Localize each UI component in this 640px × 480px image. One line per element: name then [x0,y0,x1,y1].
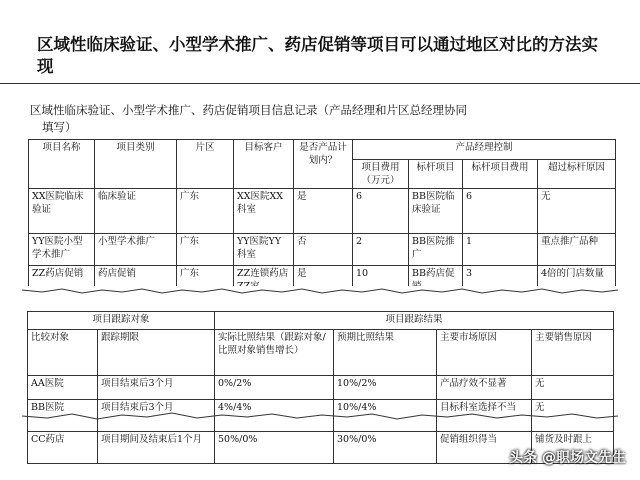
cell-target: XX医院XX科室 [234,189,294,234]
cell-region: 广东 [177,266,234,296]
section-heading-line2: 填写） [42,120,77,134]
cell-expected: 10%/2% [334,376,437,400]
col-header-period: 跟踪期限 [98,330,215,376]
table-row [28,376,614,400]
cell-target: ZZ连锁药店 [234,266,294,296]
cell-cost: 2 [353,234,409,266]
col-header-cost: 项目费用（万元） [353,160,409,189]
cell-period: 项目期间及结束后1个月 [98,432,215,464]
cell-type: 药店促销 [95,266,177,296]
cell-period: 项目结束后3个月 [98,376,215,400]
cell-actual: 0%/2% [215,376,334,400]
cell-name: ZZ药店促销 [29,266,95,296]
cell-object: AA医院 [28,376,98,400]
cell-name: XX医院临床验证 [29,189,95,234]
col-header-actual: 实际比照结果（跟踪对象/比照对象销售增长） [215,330,334,376]
col-header-market-reason: 主要市场原因 [437,330,532,376]
table-row [29,234,616,266]
cell-type: 临床验证 [95,189,177,234]
cell-market-reason: 促销组织得当 [437,432,532,464]
table-row [29,189,616,234]
col-header-region: 片区 [177,140,234,189]
col-header-planned: 是否产品计划内？ [294,140,353,189]
cell-reason: 重点推广品种 [538,234,616,266]
cell-object: CC药店 [28,432,98,464]
slide-title: 区域性临床验证、小型学术推广、药店促销等项目可以通过地区对比的方法实现 [37,35,598,76]
col-header-expected: 预期比照结果 [334,330,437,376]
title-divider [0,83,640,84]
cell-actual: 4%/4% [215,400,334,432]
cell-benchmark-cost: 1 [463,234,538,266]
cell-type: 小型学术推广 [95,234,177,266]
cell-name: YY医院小型学术推广 [29,234,95,266]
torn-edge-divider [22,411,618,421]
col-header-type: 项目类别 [95,140,177,189]
cell-sales-reason: 无 [532,376,614,400]
cell-planned: 是 [294,189,353,234]
col-group-manager-control: 产品经理控制 [353,140,616,160]
cell-benchmark: BB药店促 [409,266,463,296]
col-header-object: 比较对象 [28,330,98,376]
cell-cost: 10 [353,266,409,296]
cell-benchmark-cost: 6 [463,189,538,234]
cell-sales-reason: 无 [532,400,614,432]
cell-reason: 4倍的门店数量 [538,266,616,296]
col-header-name: 项目名称 [29,140,95,189]
cell-target: YY医院YY科室 [234,234,294,266]
col-group-tracking-result: 项目跟踪结果 [215,312,614,330]
col-group-tracking-object: 项目跟踪对象 [28,312,215,330]
cell-market-reason: 产品疗效不显著 [437,376,532,400]
watermark: 头条 @职场文先生 [509,450,626,466]
cell-region: 广东 [177,234,234,266]
col-header-sales-reason: 主要销售原因 [532,330,614,376]
col-header-benchmark: 标杆项目 [409,160,463,189]
col-header-reason: 超过标杆原因 [538,160,616,189]
cell-sales-reason: 铺货及时跟上 [532,432,614,464]
cell-region: 广东 [177,189,234,234]
section-heading [30,102,550,136]
col-header-benchmark-cost: 标杆项目费用 [463,160,538,189]
cell-cost: 6 [353,189,409,234]
cell-planned: 否 [294,234,353,266]
section-heading-line1: 区域性临床验证、小型学术推广、药店促销项目信息记录（产品经理和片区总经理协同 [30,103,467,117]
cell-planned: 是 [294,266,353,296]
cell-actual: 50%/0% [215,432,334,464]
cell-expected: 30%/0% [334,432,437,464]
project-tracking-table [27,311,614,464]
torn-edge-divider [22,286,618,296]
cell-reason: 无 [538,189,616,234]
cell-benchmark-cost: 3 [463,266,538,296]
cell-object: BB医院 [28,400,98,432]
cell-benchmark: BB医院推广 [409,234,463,266]
cell-market-reason: 目标科室选择不当 [437,400,532,432]
cell-period: 项目结束后3个月 [98,400,215,432]
col-header-target: 目标客户 [234,140,294,189]
cell-expected: 10%/4% [334,400,437,432]
project-info-table [28,139,616,296]
cell-benchmark: BB医院临床验证 [409,189,463,234]
